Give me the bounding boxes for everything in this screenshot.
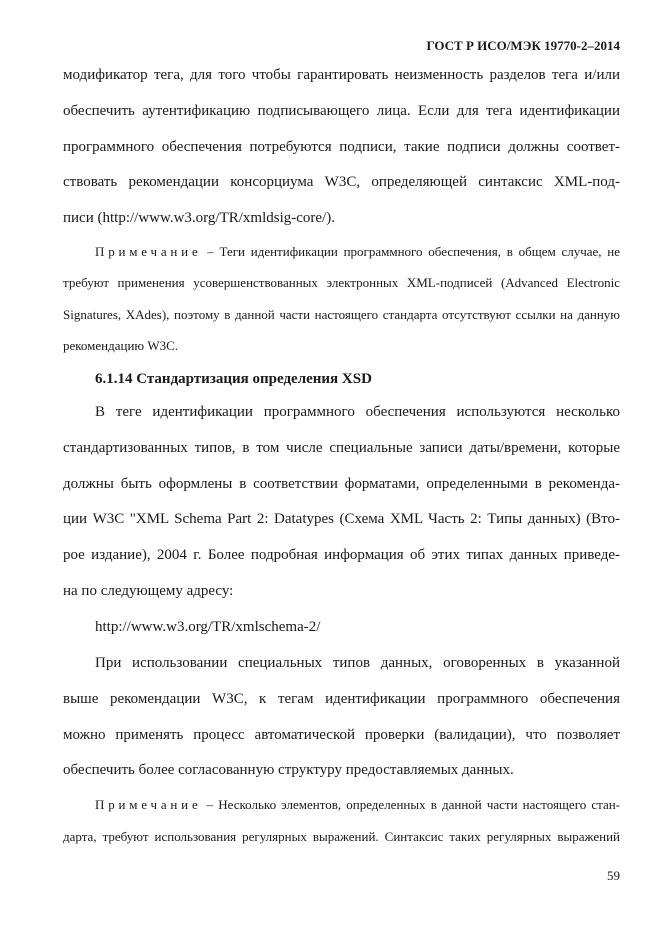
paragraph-line: обеспечить аутентификацию подписывающего лица. Если для тега идентификации [63, 102, 620, 119]
note-line [63, 789, 620, 821]
note [63, 789, 620, 853]
note-line: рекомендацию W3C. [63, 337, 179, 353]
url-line [63, 610, 620, 646]
paragraph-line: выше рекомендации W3C, к тегам идентификации программного обеспечения [63, 690, 620, 707]
paragraph-line: можно применять процесс автоматической проверки (валидации), что позволяет [63, 726, 620, 743]
paragraph [63, 58, 620, 237]
section-heading-line [63, 362, 620, 398]
note-label: Примечание [95, 797, 202, 812]
paragraph-line: обеспечить более согласованную структуру предоставляемых данных. [63, 762, 514, 779]
page-number: 59 [607, 868, 620, 883]
note-text: – Теги идентификации программного обеспечения, в общем случае, не [207, 244, 620, 259]
note-line [63, 236, 620, 267]
paragraph-line: стандартизованных типов, в том числе специальные записи даты/времени, которые [63, 439, 620, 456]
paragraph [63, 395, 620, 610]
section-number: 6.1.14 [95, 371, 133, 387]
note-line: дарта, требуют использования регулярных выражений. Синтаксис таких регулярных выражений [63, 829, 620, 844]
section-title: Стандартизация определения XSD [136, 371, 372, 387]
note-line: требуют применения усовершенствованных электронных XML-подписей (Advanced Electronic [63, 275, 620, 291]
paragraph-line: модификатор тега, для того чтобы гарантировать неизменность разделов тега и/или [63, 67, 620, 83]
paragraph-line: При использовании специальных типов данных, оговоренных в указанной [95, 655, 620, 671]
note-line: Signatures, XAdes), поэтому в данной части настоящего стандарта отсутствуют ссылки на данную [63, 306, 620, 322]
note [63, 236, 620, 361]
note-label: Примечание [95, 244, 202, 259]
paragraph-line: программного обеспечения потребуются подписи, такие подписи должны соответ- [63, 138, 620, 155]
paragraph-line: писи (http://www.w3.org/TR/xmldsig-core/). [63, 210, 335, 227]
paragraph-line: рое издание), 2004 г. Более подробная информация об этих типах данных приведе- [63, 547, 620, 564]
paragraph [63, 646, 620, 789]
note-text: – Несколько элементов, определенных в данной части настоящего стан- [206, 797, 620, 812]
paragraph-line: должны быть оформлены в соответствии форматами, определенными в рекоменда- [63, 475, 620, 492]
paragraph-line: ции W3C "XML Schema Part 2: Datatypes (Схема XML Часть 2: Типы данных) (Вто- [63, 511, 620, 528]
running-header: ГОСТ Р ИСО/МЭК 19770-2–2014 [426, 38, 620, 53]
paragraph-line: В теге идентификации программного обеспечения используются несколько [95, 404, 620, 420]
paragraph-line: на по следующему адресу: [63, 582, 234, 599]
url-text: http://www.w3.org/TR/xmlschema-2/ [95, 619, 321, 635]
paragraph-line: ствовать рекомендации консорциума W3C, определяющей синтаксис XML-под- [63, 174, 620, 191]
section-heading [63, 362, 620, 398]
